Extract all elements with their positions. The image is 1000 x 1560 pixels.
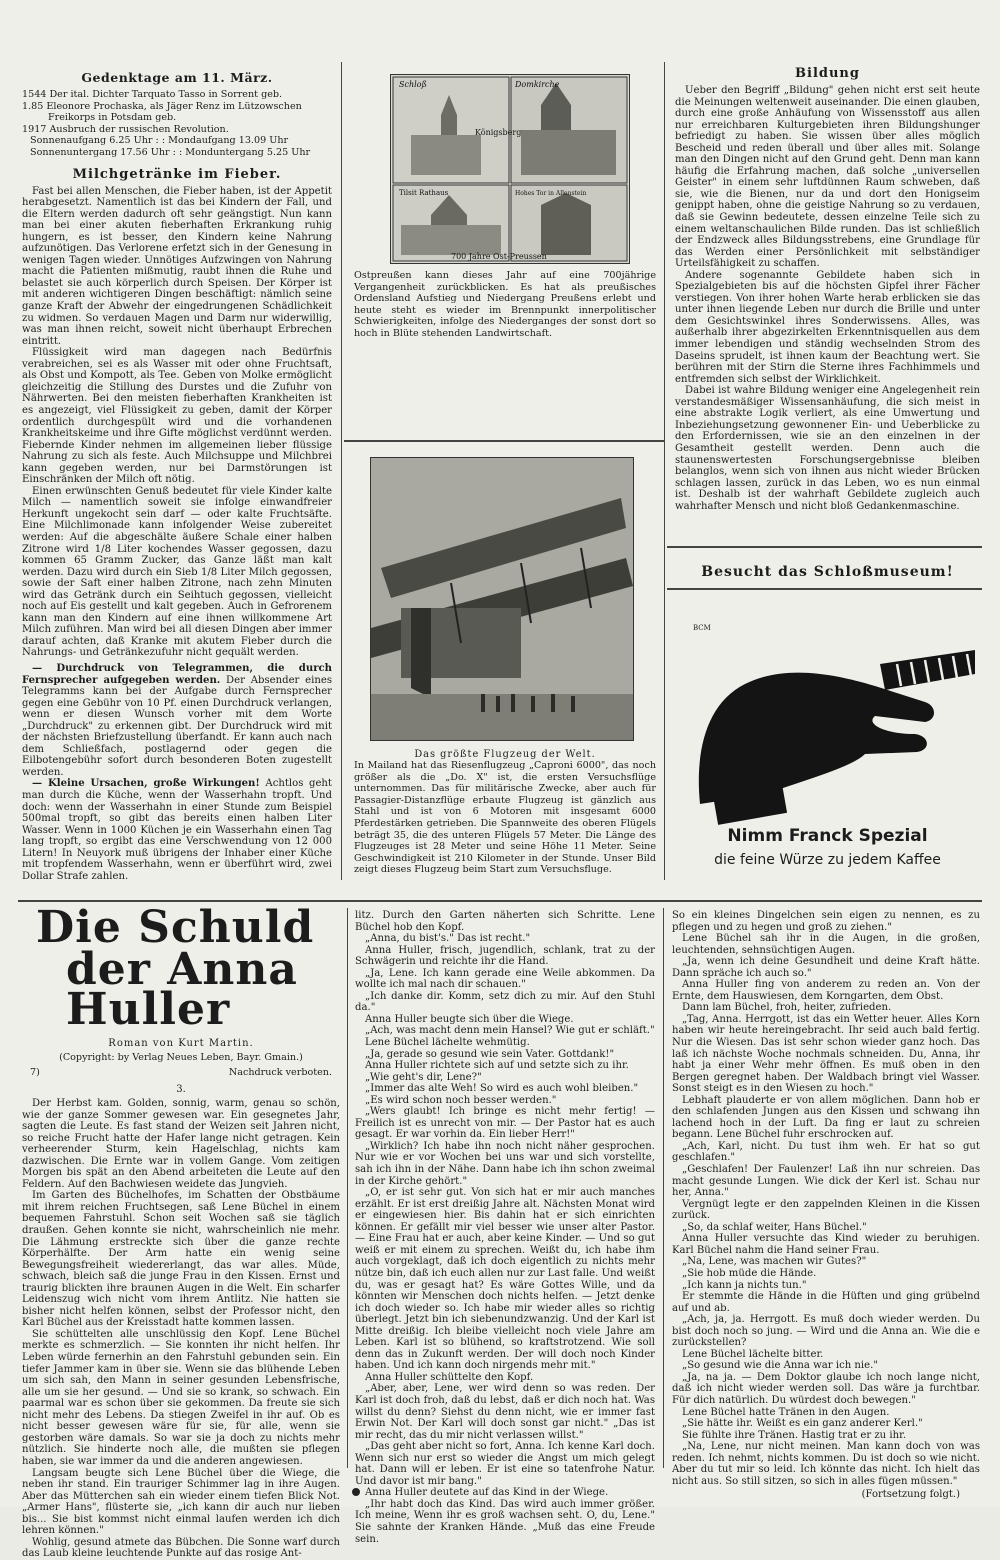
novel-para: „Ach, was macht denn mein Hansel? Wie gut er schläft." xyxy=(365,1025,655,1037)
reprint-notice: Nachdruck verboten. xyxy=(228,1067,332,1078)
right-column xyxy=(675,66,980,886)
novel-para: „Wers glaubt! Ich bringe es nicht mehr fertig! — Freilich ist es unrecht von mir. — Der Pastor hat es auch gesagt. Er war vorhin da. Ein lieber Herr!" xyxy=(355,1106,655,1141)
novel-para: Sie fühlte ihre Tränen. Hastig trat er zu ihr. xyxy=(682,1429,907,1441)
novel-para: „Es wird schon noch besser werden." xyxy=(365,1094,557,1106)
novel-meta xyxy=(22,1067,340,1078)
novel-para: „Geschlafen! Der Faulenzer! Laß ihn nur schreien. Das macht gesunde Lungen. Wie dick der Kerl ist. Schau nur her, Anna." xyxy=(672,1164,980,1199)
column-rule xyxy=(341,62,342,880)
gedenk-line: 1917 Ausbruch der russischen Revolution. xyxy=(22,123,229,135)
page-dot xyxy=(352,1488,360,1496)
airplane-caption-title: Das größte Flugzeug der Welt. xyxy=(414,749,596,760)
continuation-notice: (Fortsetzung folgt.) xyxy=(861,1489,960,1501)
milch-para: Fast bei allen Menschen, die Fieber haben, ist der Appetit herabgesetzt. Namentlich ist das bei Kindern der Fall, und die Eltern werden dadurch oft sehr geängstigt. Nun kann man bei einer akuten fieberhaften Erkrankung ruhig hungern, es ist besser, den Kindern keine Nahrung aufzunötigen. Das Verlorene erfetzt sich in der Genesung in wenigen Tagen wieder. Unnötiges Aufzwingen von Nahrung macht die Patienten mißmutig, raubt ihnen die Ruhe und belastet sie auch körperlich durch Speisen. Der Körper ist mit anderen wichtigeren Dingen beschäftigt: nämlich seine ganze Kraft der Abwehr der eingedrungenen Schädlichkeit zu widmen. So verdauen Magen und Darm nur widerwillig, was man ihnen reicht, soweit nicht überhaupt Erbrechen eintritt. xyxy=(22,185,332,347)
airplane-illustration xyxy=(371,458,633,740)
novel-para: litz. Durch den Garten näherten sich Schritte. Lene Büchel hob den Kopf. xyxy=(355,910,655,933)
novel-para: „Ja, wenn ich deine Gesundheit und deine Kraft hätte. Dann spräche ich auch so." xyxy=(672,956,980,979)
ad-mark: BCM xyxy=(693,624,711,632)
novel-para: „So gesund wie die Anna war ich nie." xyxy=(682,1360,878,1372)
novel-para: Anna Huller schüttelte den Kopf. xyxy=(365,1371,534,1383)
novel-para: „O, er ist sehr gut. Von sich hat er mir auch manches erzählt. Er ist erst dreißig Jahre alt. Nächsten Monat wird er eingewiesen hier. Bis dahin hat er sich einrichten können. Er gefällt mir viel besser wie unser alter Pastor. — Eine Frau hat er auch, aber keine Kinder. — Und so gut weiß er mit einem zu sprechen. Weißt du, ich habe ihm auch vorgeklagt, daß ich doch eigentlich zu nichts mehr nütze bin, daß ich euch allen nur zur Last falle. Und weißt du, was er gesagt hat? Es wäre Gottes Wille, und da könnten wir Menschen doch nichts helfen. — Jetzt denke ich doch wieder so. Ich habe mir wieder alles so richtig überlegt. Jetzt bin ich siebenundzwanzig. Und der Karl ist Mitte dreißig. Ich bleibe vielleicht noch viele Jahre am Leben. Karl ist so blühend, so kraftstrotzend. Wie soll denn das in Zukunft werden. Der will doch noch Kinder haben. Und ich kann doch nirgends mehr mit." xyxy=(355,1187,655,1372)
ursachen-notice xyxy=(22,778,332,882)
gedenktage-lines xyxy=(22,89,332,159)
novel-para: „Das geht aber nicht so fort, Anna. Ich kenne Karl doch. Wenn sich nur erst so wieder die Angst um mich gelegt hat. Dann will er leben. Er ist eine so tatenfrohe Natur. Und davor ist mir bang." xyxy=(355,1441,655,1487)
milch-heading: Milchgetränke im Fieber. xyxy=(72,166,282,182)
novel-para: „Aber, aber, Lene, wer wird denn so was reden. Der Karl ist doch froh, daß du lebst, daß er dich noch hat. Was willst du denn? Siehst du denn nicht, wie er immer fast Erwin Not. Der Karl will doch sonst gar nicht." „Das ist mir recht, das du mir nicht verlassen willst." xyxy=(355,1383,655,1441)
milch-para: Einen erwünschten Genuß bedeutet für viele Kinder kalte Milch — namentlich soweit sie infolge einwandfreier Herkunft ungekocht sein darf — oder kalte Fruchtsäfte. Eine Milchlimonade kann infolgender Weise zubereitet werden: Auf die abgeschälte äußere Schale einer halben Zitrone wird 1/8 Liter kochendes Wasser gegossen, dazu kommen 65 Gramm Zucker, das Ganze läßt man kalt werden. Dazu wird durch ein Sieb 1/8 Liter Milch gegossen, sowie der Saft einer halben Zitrone, nach zehn Minuten wird das Getränk durch ein Seihtuch gegossen, vielleicht noch auf Eis gestellt und kalt gegeben. Auch in Gefrorenem kann man den Kindern auf eine ihnen willkommene Art Milch zuführen. Man wird bei all diesen Dingen aber immer darauf achten, daß Kranke mit akutem Fieber durch die Nahrungs- und Getränkezufuhr nicht gequält werden. xyxy=(22,485,332,659)
novel-para: „Ach, Karl, nicht. Du tust ihm weh. Er hat so gut geschlafen." xyxy=(672,1140,980,1164)
novel-copyright: (Copyright: by Verlag Neues Leben, Bayr. Gmain.) xyxy=(59,1052,303,1063)
novel-para: Der Herbst kam. Golden, sonnig, warm, genau so schön, wie der ganze Sommer gewesen war. Ein gesegnetes Jahr, sagten die Leute. Es fast stand der Weizen seit Jahren nicht, so reiche Frucht hatte der Hafer lange nicht getragen. Kein verheerender Sturm, kein Hagelschlag, nichts kam dazwischen. Die Ernte war in vollem Gange. Vom zeitigen Morgen bis spät an den Abend arbeiteten die Leute auf den Feldern. Auf den Bachwiesen weidete das Jungvieh. xyxy=(22,1098,340,1190)
bildung-para: Andere sogenannte Gebildete haben sich in Spezialgebieten bis auf die höchsten Gipfel ihrer Fächer verstiegen. Von ihrer hohen Warte herab erblicken sie das unter ihnen liegende Leben nur durch die Brille und unter dem Gesichtswinkel ihres Sonderwissens. Alles, was außerhalb ihrer abgezirkelten Erkenntnisquellen aus dem immer lebendigen und ständig wechselnden Strom des Daseins sprudelt, ist ihnen kaum der Beachtung wert. Sie berühren mit der Stirn die Sterne ihres Fachhimmels und entfremden sich selbst der Wirklichkeit. xyxy=(675,269,980,385)
section-rule xyxy=(667,546,982,548)
novel-para: „Ja, Lene. Ich kann gerade eine Weile abkommen. Da wollte ich mal nach dir schauen." xyxy=(355,967,655,991)
map-label: Domkirche xyxy=(515,80,560,89)
caproni-airplane-photo xyxy=(370,457,634,741)
column-rule xyxy=(663,908,664,1468)
gedenk-line: Freikorps in Potsdam geb. xyxy=(48,112,177,124)
novel-para: Anna Huller richtete sich auf und setzte sich zu ihr. xyxy=(365,1060,629,1072)
gedenk-line: 1.85 Eleonore Prochaska, als Jäger Renz im Lützowschen xyxy=(22,100,302,112)
novel-para: „Tag, Anna. Herrgott, ist das ein Wetter heuer. Alles Korn haben wir heute hereingebracht. Ihr seid auch bald fertig. Nur die Wiesen. Das ist sehr schon wieder ganz hoch. Das laß ich nächste Woche nochmals schneiden. Du, Anna, ihr habt ja einer Wehr mehr öffnen. Es muß oben in den Bergen geregnet haben. Der Waldbach bringt viel Wasser. Sonst steigt es in den Wiesen zu hoch." xyxy=(672,1013,980,1095)
novel-para: „Immer das alte Weh! So wird es auch wohl bleiben." xyxy=(365,1083,639,1095)
novel-para: Vergnügt legte er den zappelnden Kleinen in die Kissen zurück. xyxy=(672,1198,980,1222)
novel-para: Lene Büchel sah ihr in die Augen, in die großen, leuchtenden, sehnsüchtigen Augen. xyxy=(672,933,980,956)
milch-para: Flüssigkeit wird man dagegen nach Bedürfnis verabreichen, sei es als Wasser mit oder ohne Fruchtsaft, als Obst und Kompott, als Tee. Geben von Molke ermöglicht gleichzeitig die Stillung des Durstes und die Zufuhr von Nährwerten. Bei den meisten fieberhaften Krankheiten ist es angezeigt, viel Flüssigkeit zu geben, damit der Körper ordentlich durchgespült wird und die vorhandenen Krankheitskeime und ihre Gifte möglichst verdünnt werden. Fiebernde Kinder nehmen im allgemeinen lieber flüssige Nahrung zu sich als feste. Auch Milchsuppe und Milchbrei kann gegeben werden, nur bei Darmstörungen ist Einschränken der Milch oft nötig. xyxy=(22,347,332,486)
franck-ad-line1: Nimm Franck Spezial xyxy=(727,826,928,846)
novel-para: „Ihr habt doch das Kind. Das wird auch immer größer. Ich meine, Wenn ihr es groß wachsen seht. O, du, Lene." Sie sahnte der Kranken Hände. „Muß das eine Freude sein. xyxy=(355,1498,655,1545)
novel-para: Im Garten des Büchelhofes, im Schatten der Obstbäume mit ihrem reichen Fruchtsegen, saß Lene Büchel in einem bequemen Fahrstuhl. Schon seit Wochen saß sie täglich draußen. Gehen konnte sie nicht, wahrscheinlich nie mehr. Die Lähmung erstreckte sich über die ganze rechte Körperhälfte. Der Arm hatte ein wenig seine Bewegungsfreiheit wiedererlangt, das war alles. Müde, schwach, bleich saß die junge Frau in den Kissen. Ernst und traurig blickten ihre braunen Augen in die Welt. Ein scharfer Leidenszug wich nicht vom ihrem Antlitz. Nie hatten sie bisher nicht helfen können, selbst der Professor nicht, den Karl Büchel aus der Kreisstadt hatte kommen lassen. xyxy=(22,1190,340,1329)
novel-para: Er stemmte die Hände in die Hüften und ging grübelnd auf und ab. xyxy=(672,1291,980,1314)
novel-para: „Ich danke dir. Komm, setz dich zu mir. Auf den Stuhl da." xyxy=(355,990,655,1014)
installment-marker: 7) xyxy=(30,1067,40,1078)
novel-para: Lene Büchel lächelte wehmütig. xyxy=(365,1037,530,1049)
bildung-para: Dabei ist wahre Bildung weniger eine Angelegenheit rein verstandesmäßiger Wissensanhäufung, die sich meist in eine abstrakte Logik verliert, als eine Umwertung und Inbeziehungsetzung gewonnener Ein- und Ueberblicke zu den Erfordernissen, wie sie an den einzelnen in der Gesamtheit gestellt werden. Denn auch die staunenswertesten Forschungsergebnisse bleiben belanglos, wenn sich von ihnen aus nicht wieder Brücken schlagen lassen, zurück in das Leben, wo es nun einmal ist. Deshalb ist der wahrhaft Gebildete zugleich auch wahrhafter Mensch und nicht bloß Gedankenmaschine. xyxy=(675,385,980,512)
novel-para: Lene Büchel hatte Tränen in den Augen. xyxy=(682,1406,890,1418)
novel-para: Wohlig, gesund atmete das Bübchen. Die Sonne warf durch das Laub kleine leuchtende Punkte auf das rosige Ant- xyxy=(22,1536,340,1560)
map-label: Hohes Tor in Allenstein xyxy=(515,190,587,197)
middle-column xyxy=(352,62,658,882)
bildung-heading: Bildung xyxy=(795,66,860,81)
novel-para: Lene Büchel lächelte bitter. xyxy=(682,1348,824,1360)
novel-para: Langsam beugte sich Lene Büchel über die Wiege, die neben ihr stand. Ein trauriger Schimmer lag in ihre Augen. Aber das Mütterchen sah ein wieder einem tiefen Blick Not. „Armer Hans", flüsterte sie, „ich kann dir auch nur lieben bis... Sie bist kommst nicht einmal laufen werden ich dich lehren können." xyxy=(22,1467,340,1537)
novel-para: Anna Huller versuchte das Kind wieder zu beruhigen. Karl Büchel nahm die Hand seiner Frau. xyxy=(672,1233,980,1256)
telegramm-notice xyxy=(22,663,332,778)
franck-advertisement xyxy=(675,594,980,884)
novel-para: „Na, Lene, was machen wir Gutes?" xyxy=(682,1256,867,1268)
ostpreussen-caption: Ostpreußen kann dieses Jahr auf eine 700jährige Vergangenheit zurückblicken. Es hat als preußisches Ordensland Aufstieg und Niedergang Preußens erlebt und heute steht es wieder im Brennpunkt innerpolitischer Schwierigkeiten, infolge des Niederganges der sonst dort so hoch in Blüte stehenden Landwirtschaft. xyxy=(354,270,656,339)
novel-para: Anna Huller deutete auf das Kind in der Wiege. xyxy=(365,1487,609,1499)
section-rule xyxy=(667,588,982,590)
column-rule xyxy=(347,908,348,1468)
gedenktage-heading: Gedenktage am 11. März. xyxy=(81,70,273,85)
gedenk-line: 1544 Der ital. Dichter Tarquato Tasso in Sorrent geb. xyxy=(22,89,283,100)
map-label: Königsberg xyxy=(475,128,522,137)
novel-para: Dann lam Büchel, froh, heiter, zufrieden. xyxy=(682,1002,892,1014)
novel-byline: Roman von Kurt Martin. xyxy=(108,1038,254,1049)
map-label: Schloß xyxy=(399,80,427,89)
novel-para: „Sie hätte ihr. Weißt es ein ganz anderer Kerl." xyxy=(682,1418,923,1430)
novel-para: „Wie geht's dir, Lene?" xyxy=(365,1071,482,1083)
novel-para: Lebhaft plauderte er von allem möglichen. Dann hob er den schlafenden Jungen aus den Kissen und schwang ihn lachend hoch in der Luft. Da fing er laut zu schreien begann. Lene Büchel fuhr erschrocken auf. xyxy=(672,1094,980,1141)
section-rule xyxy=(344,440,664,442)
ursachen-body: Achtlos geht man durch die Küche, wenn der Wasserhahn tropft. Und doch: wenn der Wasserhahn in einer Stunde zum Beispiel 500mal tropft, so gibt das bereits einen halben Liter Wasser. Wenn in 1000 Küchen je ein Wasserhahn einen Tag lang tropft, so ergibt das eine Verschwendung von 12 000 Litern! In Neuyork muß übrigens der Inhaber einer Küche mit tropfendem Wasserhahn, wenn er überführt wird, zwei Dollar Strafe zahlen. xyxy=(22,778,332,882)
novel-para: Anna Huller beugte sich über die Wiege. xyxy=(365,1013,574,1025)
telegramm-lead: — Durchdruck von Telegrammen, die durch Fernsprecher aufgegeben werden. xyxy=(22,662,332,686)
map-label: Tilsit Rathaus xyxy=(399,189,449,197)
map-label: 700 Jahre Ost-Preussen xyxy=(451,252,547,261)
novel-para: So ein kleines Dingelchen sein eigen zu nennen, es zu pflegen und zu hegen und groß zu ziehen." xyxy=(672,910,980,933)
sun-line: Sonnenaufgang 6.25 Uhr : : Mondaufgang 13.09 Uhr xyxy=(30,135,289,147)
novel-para: „Anna, du bist's." Das ist recht." xyxy=(365,933,531,945)
novel-column-3 xyxy=(672,910,980,1501)
schlossmuseum-notice: Besucht das Schloßmuseum! xyxy=(701,564,954,580)
novel-title-line1: Die Schuld xyxy=(36,902,315,953)
novel-title-line2: der Anna Huller xyxy=(66,944,298,1035)
hand-with-cup-icon xyxy=(675,594,980,824)
novel-para: „Wirklich? Ich habe ihn noch nicht näher gesprochen. Nur wie er vor Wochen bei uns war und sich vorstellte, sah ich ihn in der Nähe. Dann habe ich ihn schon zweimal in der Kirche gehört." xyxy=(355,1140,655,1187)
novel-para: „Ja, gerade so gesund wie sein Vater. Gottdank!" xyxy=(365,1048,615,1060)
novel-para: „Ich kann ja nichts tun." xyxy=(682,1279,807,1291)
novel-para: Anna Huller fing von anderem zu reden an. Von der Ernte, dem Hauswiesen, dem Korngarten, dem Obst. xyxy=(672,979,980,1002)
ostpreussen-photo-collage xyxy=(390,74,630,264)
sun-line: Sonnenuntergang 17.56 Uhr : : Monduntergang 5.25 Uhr xyxy=(30,146,311,158)
novel-para: Anna Huller, frisch, jugendlich, schlank, trat zu der Schwägerin und reichte ihr die Hand. xyxy=(355,944,655,968)
column-rule xyxy=(664,62,665,880)
novel-para: „Ach, ja, ja. Herrgott. Es muß doch wieder werden. Du bist doch noch so jung. — Wird und die Anna an. Wie die e zurückstellen? xyxy=(672,1314,980,1349)
left-column xyxy=(22,68,332,882)
novel-column-1 xyxy=(22,902,340,1560)
ursachen-lead: — Kleine Ursachen, große Wirkungen! xyxy=(32,778,260,790)
novel-para: Sie schüttelten alle unschlüssig den Kopf. Lene Büchel merkte es schmerzlich. — Sie konnten ihr nicht helfen. Ihr Leben würde fernerhin an den Fahrstuhl gebunden sein. Ein tiefer Jammer kam in über sie. Wenn sie das blühende Leben um sich sah, den Mann in seiner gesunden Lebensfrische, alle um sie her gesund. — Und sie so krank, so schwach. Ein paarmal war es schon über sie gekommen. Da freute sie sich nicht mehr des Lebens. Da stiegen Zweifel in ihr auf. Ob es nicht besser gewesen wäre für sie, für alle, wenn sie gestorben wäre damals. So war sie ja doch zu nichts mehr nützlich. Sie hinderte noch alle, die mußten sie pflegen haben, sie war immer da und die anderen angewiesen. xyxy=(22,1328,340,1467)
novel-para: „Sie hob müde die Hände. xyxy=(682,1267,817,1279)
telegramm-body: Der Absender eines Telegramms kann bei der Aufgabe durch Fernsprecher gegen eine Gebühr von 10 Pf. einen Durchdruck verlangen, wenn er diesen Wunsch vorher mit dem Worte „Durchdruck" zu erkennen gibt. Der Durchdruck wird mit der nächsten Briefzustellung überfandt. Er kann auch nach dem Schließfach, postlagernd oder gegen die Eilbotengebühr sofort durch besonderen Boten zugestellt werden. xyxy=(22,674,332,778)
franck-ad-line2: die feine Würze zu jedem Kaffee xyxy=(714,852,941,868)
chapter-number: 3. xyxy=(176,1084,186,1095)
novel-para: „So, da schlaf weiter, Hans Büchel." xyxy=(682,1221,867,1233)
novel-column-2 xyxy=(355,910,655,1545)
ostpreussen-illustration xyxy=(391,75,629,263)
airplane-caption: In Mailand hat das Riesenflugzeug „Caproni 6000", das noch größer als die „Do. X" ist, die ersten Versuchsflüge unternommen. Das für militärische Zwecke, aber auch für Passagier-Distanzflüge erbaute Flugzeug ist gänzlich aus Stahl und ist von 6 Motoren mit insgesamt 6000 Pferdestärken getrieben. Die Spannweite des oberen Flügels beträgt 35, die des unteren Flügels 57 Meter. Die Länge des Flugzeuges ist 28 Meter und seine Höhe 11 Meter. Seine Geschwindigkeit ist 210 Kilometer in der Stunde. Unser Bild zeigt dieses Flugzeug beim Start zum Versuchsfluge. xyxy=(354,760,656,876)
novel-para: „Na, Lene, nur nicht meinen. Man kann doch von was reden. Ich nehmt, nichts kommen. Du ist doch so wie nicht. Aber du tut mir so leid. Ich könnte das nicht. Ich hielt das nicht aus. So still sitzen, so sich in alles fügen müssen." xyxy=(672,1441,980,1487)
novel-para: „Ja, na ja. — Dem Doktor glaube ich noch lange nicht, daß ich nicht wieder werden soll. Das wäre ja furchtbar. Für dich natürlich. Du würdest doch bewegen." xyxy=(672,1371,980,1406)
bildung-para: Ueber den Begriff „Bildung" gehen nicht erst seit heute die Meinungen weltenweit auseinander. Die einen glauben, durch eine große Anhäufung von Wissensstoff aus allen nur erreichbaren Kulturgebieten ihren Bildungshunger befriedigt zu haben. Sie wissen über alles möglich Bescheid und reden überall und über alles mit. Solange man den Dingen nicht auf den Grund geht. Denn man kann häufig die Erfahrung machen, daß solche „universellen Geister" in einem sehr luftdünnen Raum schweben, daß sie, wie die Bienen, nur da und dort den Honigseim genippt haben, ohne die geistige Nahrung so zu verdauen, daß sie Gewinn bedeutete, dessen einzelne Teile sich zu einem weltanschaulichen Bilde runden. Das ist schließlich der Endzweck alles Bildungsstrebens, eine Grundlage für das Werden einer Persönlichkeit mit selbständiger Urteilsfähigkeit zu schaffen. xyxy=(675,85,980,270)
